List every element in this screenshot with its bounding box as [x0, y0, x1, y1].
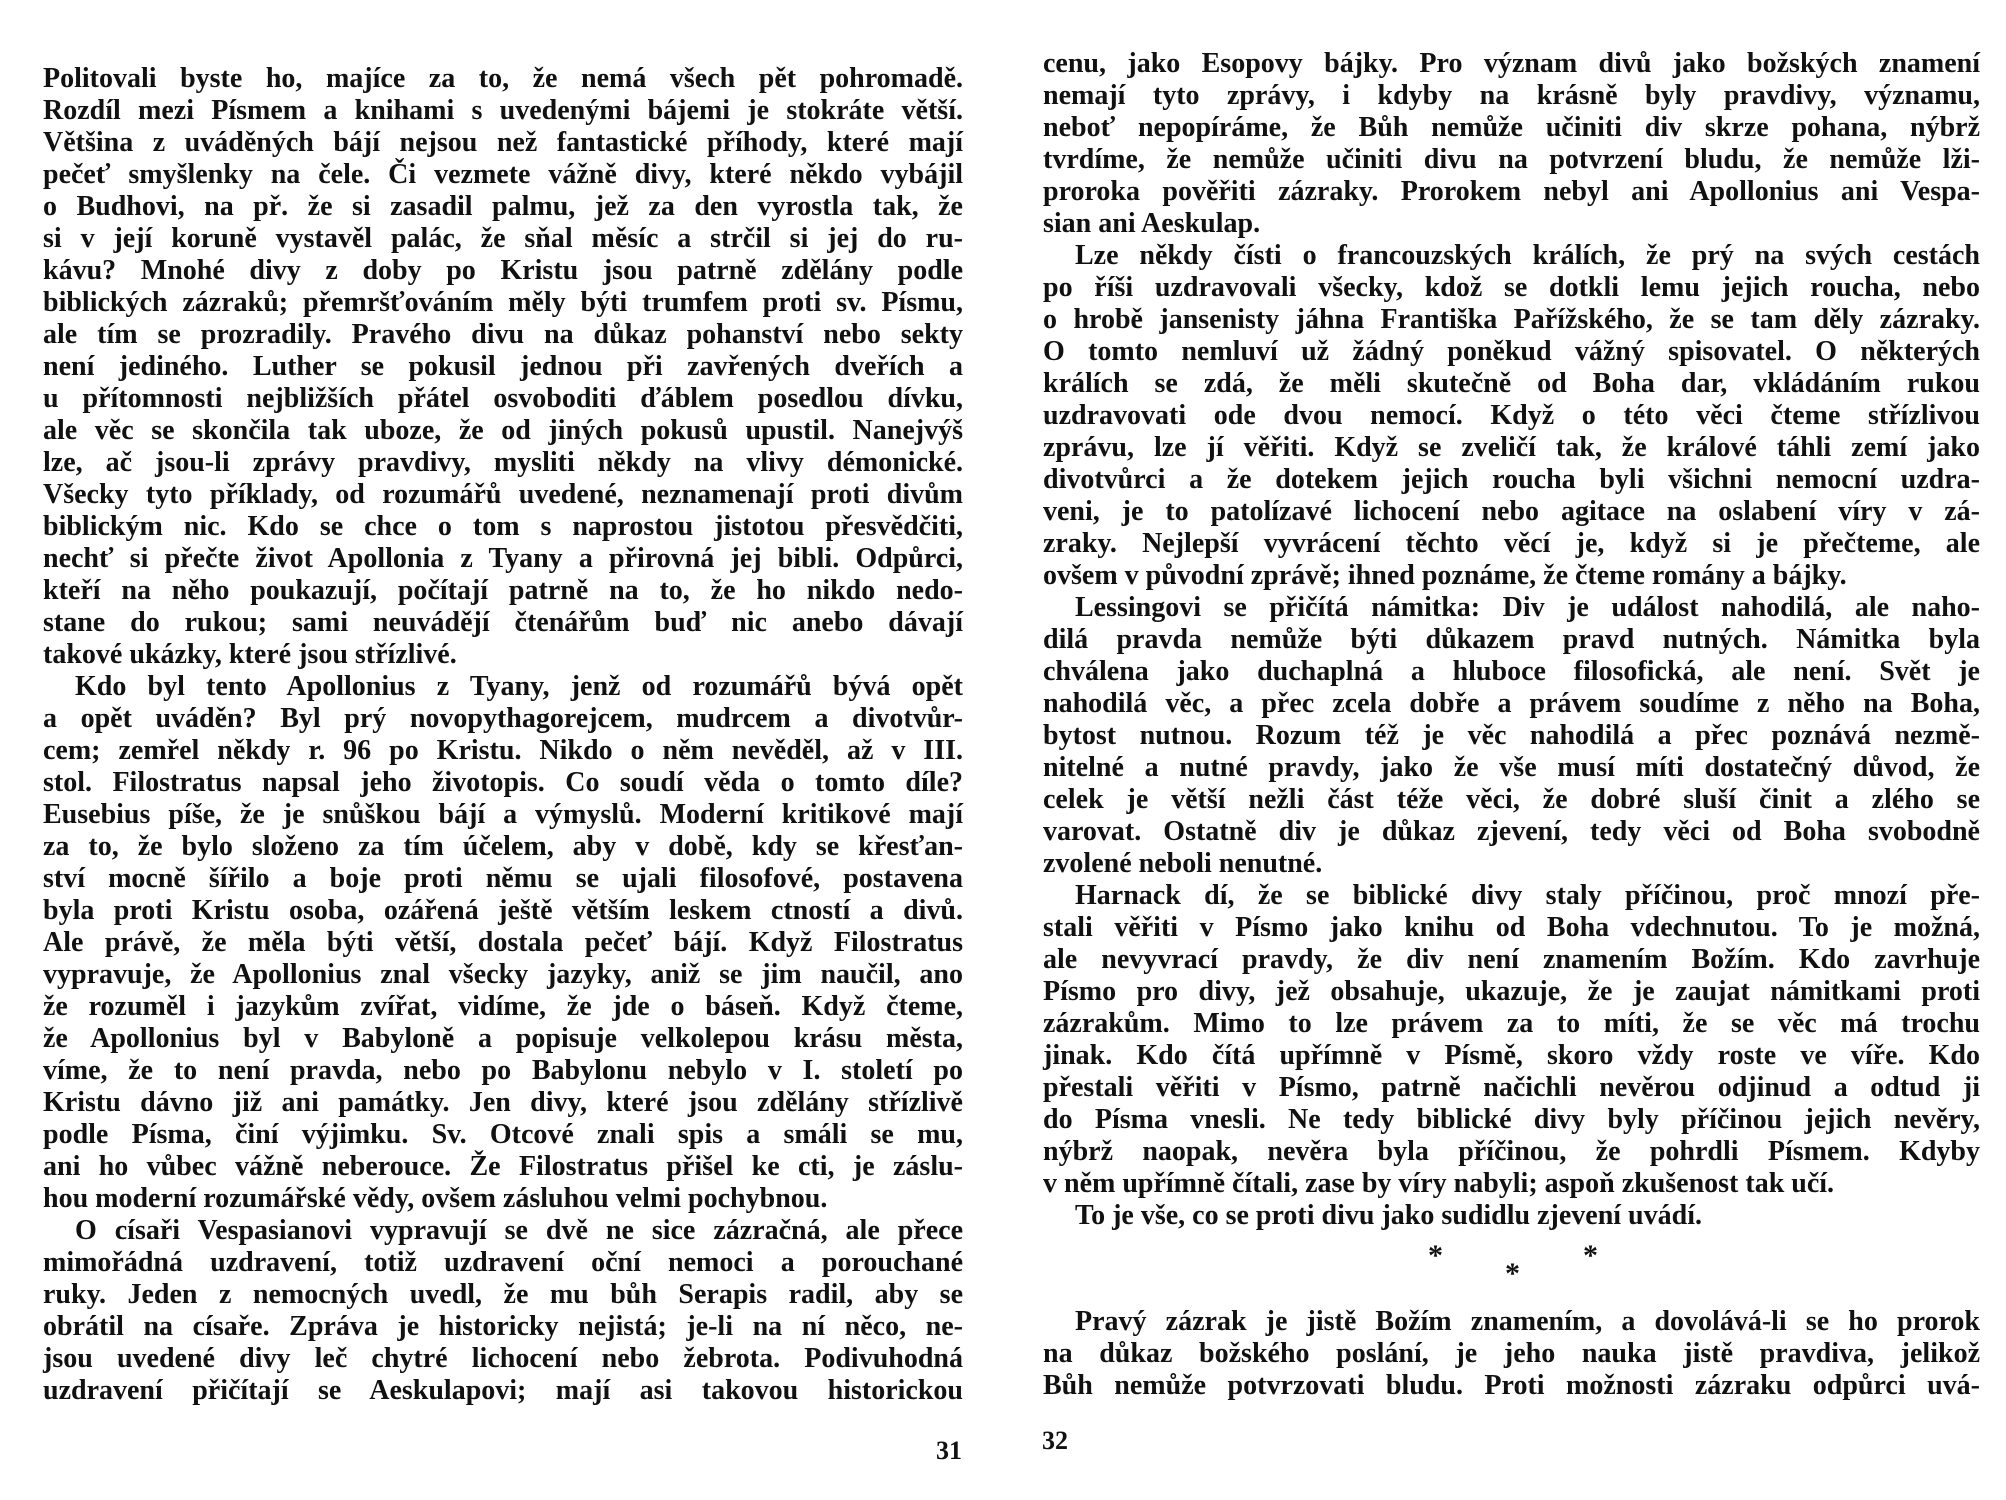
text-line: Lze někdy čísti o francouzských králích, že prý na svých cestách: [1075, 240, 1980, 271]
text-line: po říši uzdravovali všecky, kdož se dotkli lemu jejich roucha, nebo: [1043, 272, 1980, 303]
text-line: že Apollonius byl v Babyloně a popisuje velkolepou krásu města,: [43, 1023, 963, 1054]
text-line: si v její koruně vystavěl palác, že sňal měsíc a strčil si jej do ru-: [43, 223, 963, 254]
text-line: tvrdíme, že nemůže učiniti divu na potvrzení bludu, že nemůže lži-: [1043, 144, 1980, 175]
text-line: na důkaz božského poslání, je jeho nauka jistě pravdiva, jelikož: [1043, 1338, 1980, 1369]
text-line: uzdravení přičítají se Aeskulapovi; mají asi takovou historickou: [43, 1375, 963, 1406]
text-line: varovat. Ostatně div je důkaz zjevení, tedy věci od Boha svobodně: [1043, 816, 1980, 847]
text-line: To je vše, co se proti divu jako sudidlu zjevení uvádí.: [1075, 1200, 1702, 1231]
text-line: ství mocně šířilo a boje proti němu se ujali filosofové, postavena: [43, 863, 963, 894]
text-line: biblických zázraků; přemršťováním měly býti trumfem proti sv. Písmu,: [43, 287, 963, 318]
text-line: chválena jako duchaplná a hluboce filosofická, ale není. Svět je: [1043, 656, 1980, 687]
text-line: v něm upřímně čítali, zase by víry nabyli; aspoň zkušenost tak učí.: [1043, 1168, 1835, 1199]
text-line: stali věřiti v Písmo jako knihu od Boha vdechnutou. To je možná,: [1043, 912, 1980, 943]
text-line: nechť si přečte život Apollonia z Tyany a přirovná jej bibli. Odpůrci,: [43, 543, 963, 574]
text-line: Lessingovi se přičítá námitka: Div je událost nahodilá, ale naho-: [1075, 592, 1980, 623]
text-line: takové ukázky, které jsou střízlivé.: [43, 639, 457, 670]
text-line: cem; zemřel někdy r. 96 po Kristu. Nikdo o něm nevěděl, až v III.: [43, 735, 963, 766]
text-line: nitelné a nutné pravdy, jako že vše musí míti dostatečný důvod, že: [1043, 752, 1980, 783]
text-line: Rozdíl mezi Písmem a knihami s uvedenými bájemi je stokráte větší.: [43, 95, 963, 126]
text-line: ruky. Jeden z nemocných uvedl, že mu bůh Serapis radil, aby se: [43, 1279, 963, 1310]
text-line: zázrakům. Mimo to lze právem za to míti, že se věc má trochu: [1043, 1008, 1980, 1039]
text-line: O císaři Vespasianovi vypravují se dvě ne sice zázračná, ale přece: [75, 1215, 963, 1246]
text-line: obrátil na císaře. Zpráva je historicky nejistá; je-li na ní něco, ne-: [43, 1311, 963, 1342]
text-line: u přítomnosti nejbližších přátel osvoboditi ďáblem posedlou dívku,: [43, 383, 963, 414]
text-line: veni, je to patolízavé lichocení nebo agitace na oslabení víry v zá-: [1043, 496, 1980, 527]
text-line: zprávu, lze jí věřiti. Když se zveličí tak, že králové táhli zemí jako: [1043, 432, 1980, 463]
text-line: není jediného. Luther se pokusil jednou při zavřených dveřích a: [43, 351, 963, 382]
text-line: ovšem v původní zprávě; ihned poznáme, že čteme romány a bájky.: [1043, 560, 1847, 591]
text-line: nahodilá věc, a přec zcela dobře a právem soudíme z něho na Boha,: [1043, 688, 1980, 719]
divider-star: *: [1583, 1239, 1598, 1272]
text-line: a opět uváděn? Byl prý novopythagorejcem, mudrcem a divotvůr-: [43, 703, 963, 734]
text-line: Všecky tyto příklady, od rozumářů uvedené, neznamenají proti divům: [43, 479, 963, 510]
text-line: zraky. Nejlepší vyvrácení těchto věcí je, když si je přečteme, ale: [1043, 528, 1980, 559]
text-line: proroka pověřiti zázraky. Prorokem nebyl ani Apollonius ani Vespa-: [1043, 176, 1980, 207]
text-line: Písmo pro divy, jež obsahuje, ukazuje, že je zaujat námitkami proti: [1043, 976, 1980, 1007]
divider-star: *: [1428, 1239, 1443, 1272]
text-line: Kristu dávno již ani památky. Jen divy, které jsou zdělány střízlivě: [43, 1087, 963, 1118]
text-line: vypravuje, že Apollonius znal všecky jazyky, aniž se jim naučil, ano: [43, 959, 963, 990]
text-line: kteří na něho poukazují, počítají patrně na to, že ho nikdo nedo-: [43, 575, 963, 606]
text-line: kávu? Mnohé divy z doby po Kristu jsou patrně zdělány podle: [43, 255, 963, 286]
text-line: jinak. Kdo čítá upřímně v Písmě, skoro vždy roste ve víře. Kdo: [1043, 1040, 1980, 1071]
text-line: bytost nutnou. Rozum též je věc nahodilá a přec poznává nezmě-: [1043, 720, 1980, 751]
text-line: pečeť smyšlenky na čele. Či vezmete vážně divy, které někdo vybájil: [43, 159, 963, 190]
text-line: jsou uvedené divy leč chytré lichocení nebo žebrota. Podivuhodná: [43, 1343, 963, 1374]
text-line: ale nevyvrací pravdy, že div není znamením Božím. Kdo zavrhuje: [1043, 944, 1980, 975]
text-line: cenu, jako Esopovy bájky. Pro význam divů jako božských znamení: [1043, 48, 1980, 79]
text-line: nemají tyto zprávy, i kdyby na krásně byly pravdivy, významu,: [1043, 80, 1980, 111]
text-line: ale věc se skončila tak uboze, že od jiných pokusů upustil. Nanejvýš: [43, 415, 963, 446]
text-line: do Písma vnesli. Ne tedy biblické divy byly příčinou jejich nevěry,: [1043, 1104, 1980, 1135]
text-line: podle Písma, činí výjimku. Sv. Otcové znali spis a smáli se mu,: [43, 1119, 963, 1150]
text-line: nýbrž naopak, nevěra byla příčinou, že pohrdli Písmem. Kdyby: [1043, 1136, 1980, 1167]
text-line: divotvůrci a že dotekem jejich roucha byli všichni nemocní uzdra-: [1043, 464, 1980, 495]
text-line: o Budhovi, na př. že si zasadil palmu, jež za den vyrostla tak, že: [43, 191, 963, 222]
text-line: víme, že to není pravda, nebo po Babylonu nebylo v I. století po: [43, 1055, 963, 1086]
text-line: biblickým nic. Kdo se chce o tom s naprostou jistotou přesvědčiti,: [43, 511, 963, 542]
text-line: Bůh nemůže potvrzovati bludu. Proti možnosti zázraku odpůrci uvá-: [1043, 1370, 1980, 1401]
text-line: lze, ač jsou-li zprávy pravdivy, mysliti někdy na vlivy démonické.: [43, 447, 963, 478]
text-line: přestali věřiti v Písmo, patrně načichli nevěrou odjinud a odtud ji: [1043, 1072, 1980, 1103]
text-line: ani ho vůbec vážně neberouce. Že Filostratus přišel ke cti, je záslu-: [43, 1151, 963, 1182]
text-line: Pravý zázrak je jistě Božím znamením, a dovolává-li se ho prorok: [1075, 1306, 1980, 1337]
text-line: stane do rukou; sami neuvádějí čtenářům buď nic anebo dávají: [43, 607, 963, 638]
text-line: Harnack dí, že se biblické divy staly příčinou, proč mnozí pře-: [1075, 880, 1980, 911]
text-line: neboť nepopíráme, že Bůh nemůže učiniti div skrze pohana, nýbrž: [1043, 112, 1980, 143]
text-line: že rozuměl i jazykům zvířat, vidíme, že jde o báseň. Když čteme,: [43, 991, 963, 1022]
text-line: Politovali byste ho, majíce za to, že nemá všech pět pohromadě.: [43, 63, 963, 94]
text-line: uzdravovati ode dvou nemocí. Když o této věci čteme střízlivou: [1043, 400, 1980, 431]
text-line: za to, že bylo složeno za tím účelem, aby v době, kdy se křesťan-: [43, 831, 963, 862]
text-line: o hrobě jansenisty jáhna Františka Pařížského, že se tam děly zázraky.: [1043, 304, 1980, 335]
text-line: Ale právě, že měla býti větší, dostala pečeť bájí. Když Filostratus: [43, 927, 963, 958]
text-line: Kdo byl tento Apollonius z Tyany, jenž od rozumářů bývá opět: [75, 671, 963, 702]
text-line: sian ani Aeskulap.: [1043, 208, 1261, 239]
text-line: byla proti Kristu osoba, ozářená ještě větším leskem ctností a divů.: [43, 895, 963, 926]
text-line: O tomto nemluví už žádný poněkud vážný spisovatel. O některých: [1043, 336, 1980, 367]
text-line: ale tím se prozradily. Pravého divu na důkaz pohanství nebo sekty: [43, 319, 963, 350]
left-page: [43, 0, 963, 1500]
text-line: celek je větší nežli část téže věci, že dobré sluší činit a zlého se: [1043, 784, 1980, 815]
text-line: dilá pravda nemůže býti důkazem pravd nutných. Námitka byla: [1043, 624, 1980, 655]
text-line: králích se zdá, že měli skutečně od Boha dar, vkládáním rukou: [1043, 368, 1980, 399]
page-number-right: 32: [1042, 1426, 1068, 1455]
text-line: Eusebius píše, že je snůškou bájí a výmyslů. Moderní kritikové mají: [43, 799, 963, 830]
text-line: stol. Filostratus napsal jeho životopis. Co soudí věda o tomto díle?: [43, 767, 963, 798]
text-line: zvolené neboli nenutné.: [1043, 848, 1323, 879]
text-line: Většina z uváděných bájí nejsou než fantastické příhody, které mají: [43, 127, 963, 158]
text-line: hou moderní rozumářské vědy, ovšem zásluhou velmi pochybnou.: [43, 1183, 828, 1214]
divider-star: *: [1505, 1257, 1520, 1290]
text-line: mimořádná uzdravení, totiž uzdravení oční nemoci a porouchané: [43, 1247, 963, 1278]
page-number-left: 31: [936, 1436, 962, 1465]
